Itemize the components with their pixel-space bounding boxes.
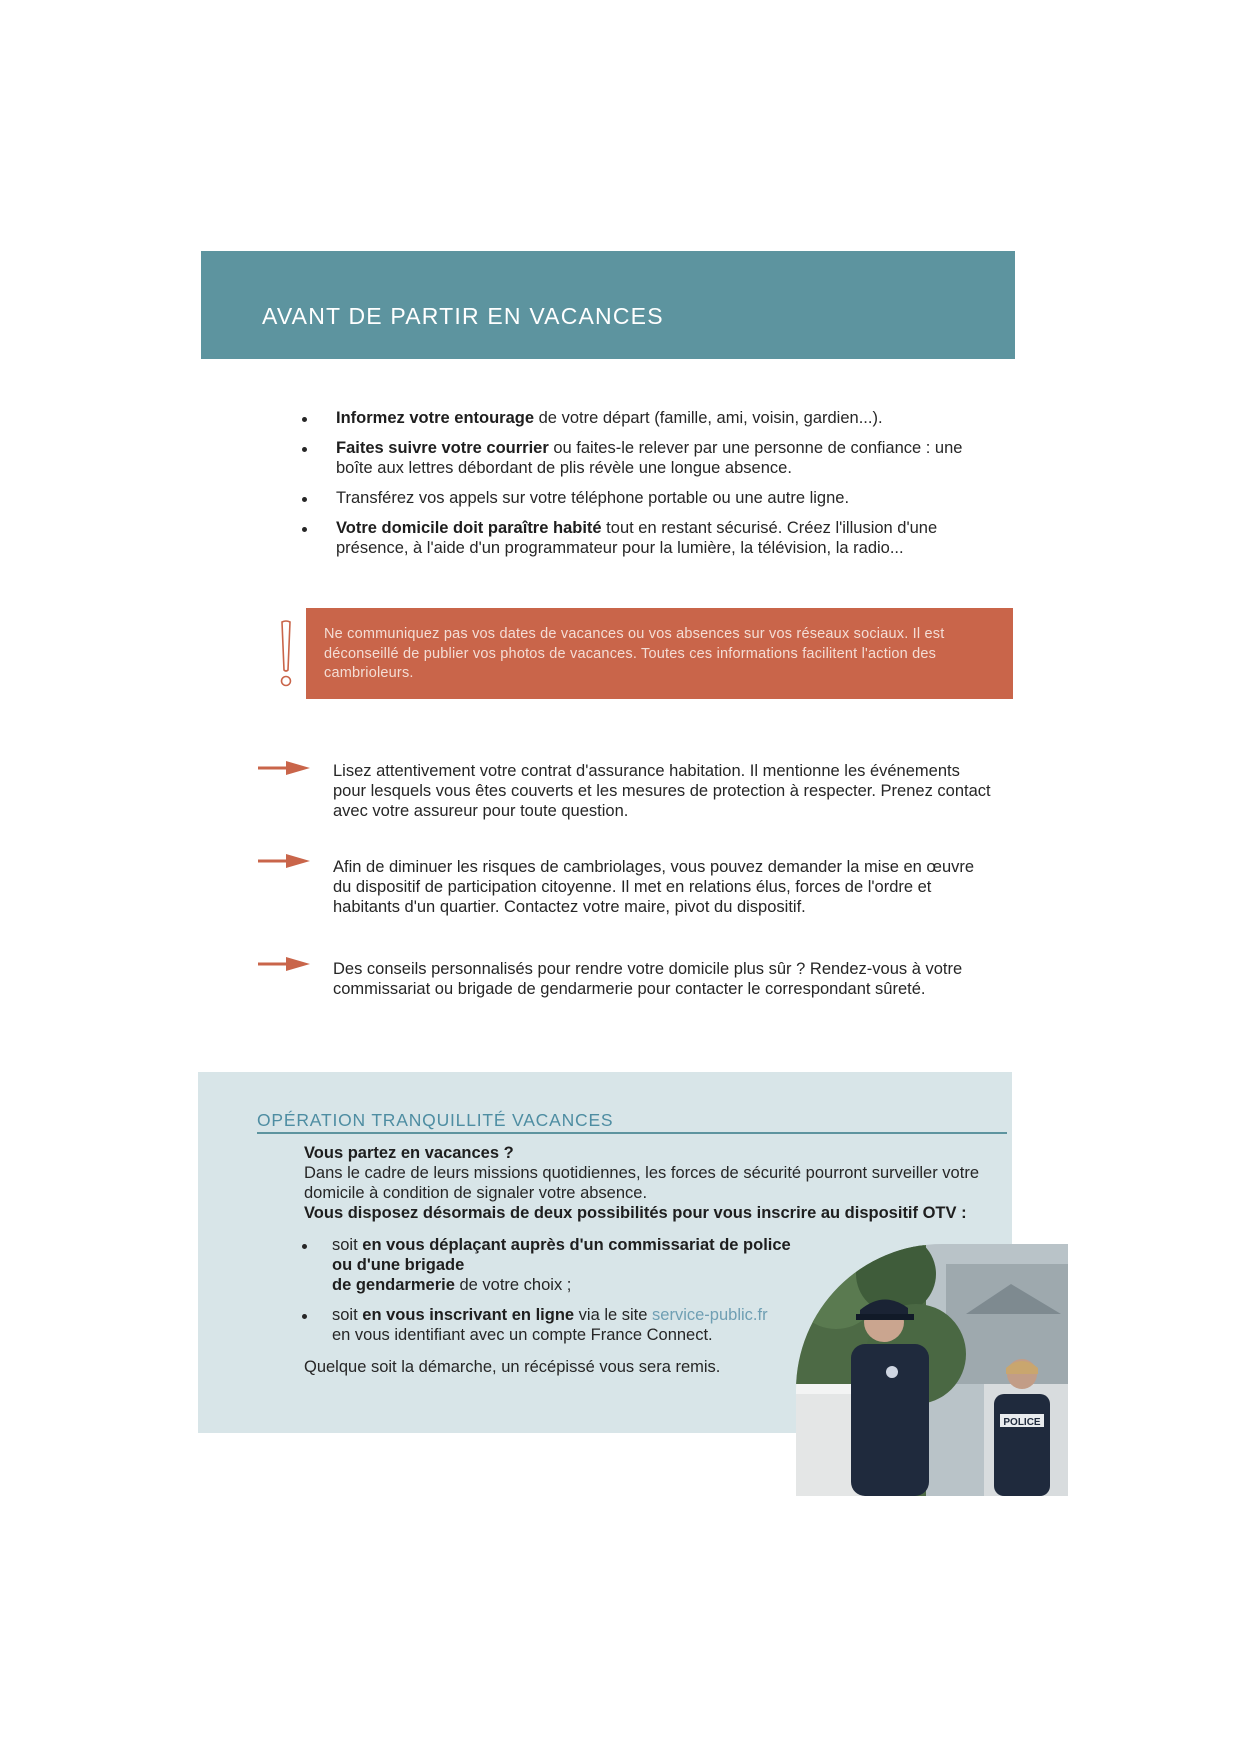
- warning-box: [306, 608, 1013, 699]
- service-public-link[interactable]: service-public.fr: [652, 1306, 768, 1324]
- option-emphasis: ou d'une brigade: [332, 1256, 465, 1274]
- option-text: soit: [332, 1306, 363, 1324]
- bullet-icon: [302, 497, 307, 502]
- tip-emphasis: Votre domicile doit paraître habité: [336, 519, 602, 537]
- exclamation-icon: [277, 620, 295, 688]
- option-emphasis: de gendarmerie: [332, 1276, 455, 1294]
- option-text: soit: [332, 1236, 363, 1254]
- arrow-right-icon: [258, 853, 310, 869]
- tip-text: Transférez vos appels sur votre téléphone portable ou une autre ligne.: [336, 489, 850, 507]
- option-text: en vous identifiant avec un compte France Connect.: [332, 1326, 713, 1344]
- otv-closing: Quelque soit la démarche, un récépissé vous sera remis.: [304, 1358, 721, 1376]
- advice-citizen-participation: Afin de diminuer les risques de cambriolages, vous pouvez demander la mise en œuvre du dispositif de participation citoyenne. Il met en relations élus, forces de l'ordre et habitants d'un quartier. Contactez votre maire, pivot du dispositif.: [333, 858, 975, 916]
- arrow-right-icon: [258, 956, 310, 972]
- bullet-icon: [302, 417, 307, 422]
- section-title: AVANT DE PARTIR EN VACANCES: [262, 303, 664, 329]
- tips-list: [300, 408, 980, 568]
- arrow-right-icon: [258, 760, 310, 776]
- list-item: [300, 488, 980, 508]
- tip-text: tout en restant sécurisé. Créez l'illusion d'une présence, à l'aide d'un programmateur pour la lumière, la télévision, la radio...: [336, 519, 938, 557]
- divider: [257, 1132, 1007, 1134]
- tip-emphasis: Faites suivre votre courrier: [336, 439, 549, 457]
- bullet-icon: [302, 1244, 307, 1249]
- advice-insurance: Lisez attentivement votre contrat d'assurance habitation. Il mentionne les événements pour lesquels vous êtes couverts et les mesures de protection à respecter. Prenez contact avec votre assureur pour toute question.: [333, 762, 991, 820]
- otv-intro: Dans le cadre de leurs missions quotidiennes, les forces de sécurité pourront surveiller votre domicile à condition de signaler votre absence.: [304, 1164, 979, 1202]
- otv-title: OPÉRATION TRANQUILLITÉ VACANCES: [257, 1110, 614, 1130]
- advice-security-correspondent: Des conseils personnalisés pour rendre votre domicile plus sûr ? Rendez-vous à votre commissariat ou brigade de gendarmerie pour contacter le correspondant sûreté.: [333, 960, 963, 998]
- tip-text: de votre départ (famille, ami, voisin, gardien...).: [534, 409, 883, 427]
- bullet-icon: [302, 1314, 307, 1319]
- list-item: [300, 438, 980, 478]
- bullet-icon: [302, 527, 307, 532]
- section-header-band: [201, 251, 1015, 359]
- otv-question: Vous partez en vacances ?: [304, 1144, 514, 1162]
- otv-options-heading: Vous disposez désormais de deux possibilités pour vous inscrire au dispositif OTV :: [304, 1204, 967, 1222]
- bullet-icon: [302, 447, 307, 452]
- option-emphasis: en vous inscrivant en ligne: [362, 1306, 575, 1324]
- list-item: [300, 408, 980, 428]
- option-emphasis: en vous déplaçant auprès d'un commissariat de police: [362, 1236, 791, 1254]
- option-text: de votre choix ;: [454, 1276, 572, 1294]
- warning-text: Ne communiquez pas vos dates de vacances ou vos absences sur vos réseaux sociaux. Il est déconseillé de publier vos photos de vacances. Toutes ces informations facilitent l'action des cambrioleurs.: [324, 626, 945, 681]
- tip-text: ou faites-le relever par une personne de confiance : une boîte aux lettres débordant de plis révèle une longue absence.: [336, 439, 963, 477]
- option-text: via le site: [574, 1306, 653, 1324]
- list-item: [300, 518, 980, 558]
- tip-emphasis: Informez votre entourage: [336, 409, 535, 427]
- police-badge-text: POLICE: [1003, 1417, 1041, 1428]
